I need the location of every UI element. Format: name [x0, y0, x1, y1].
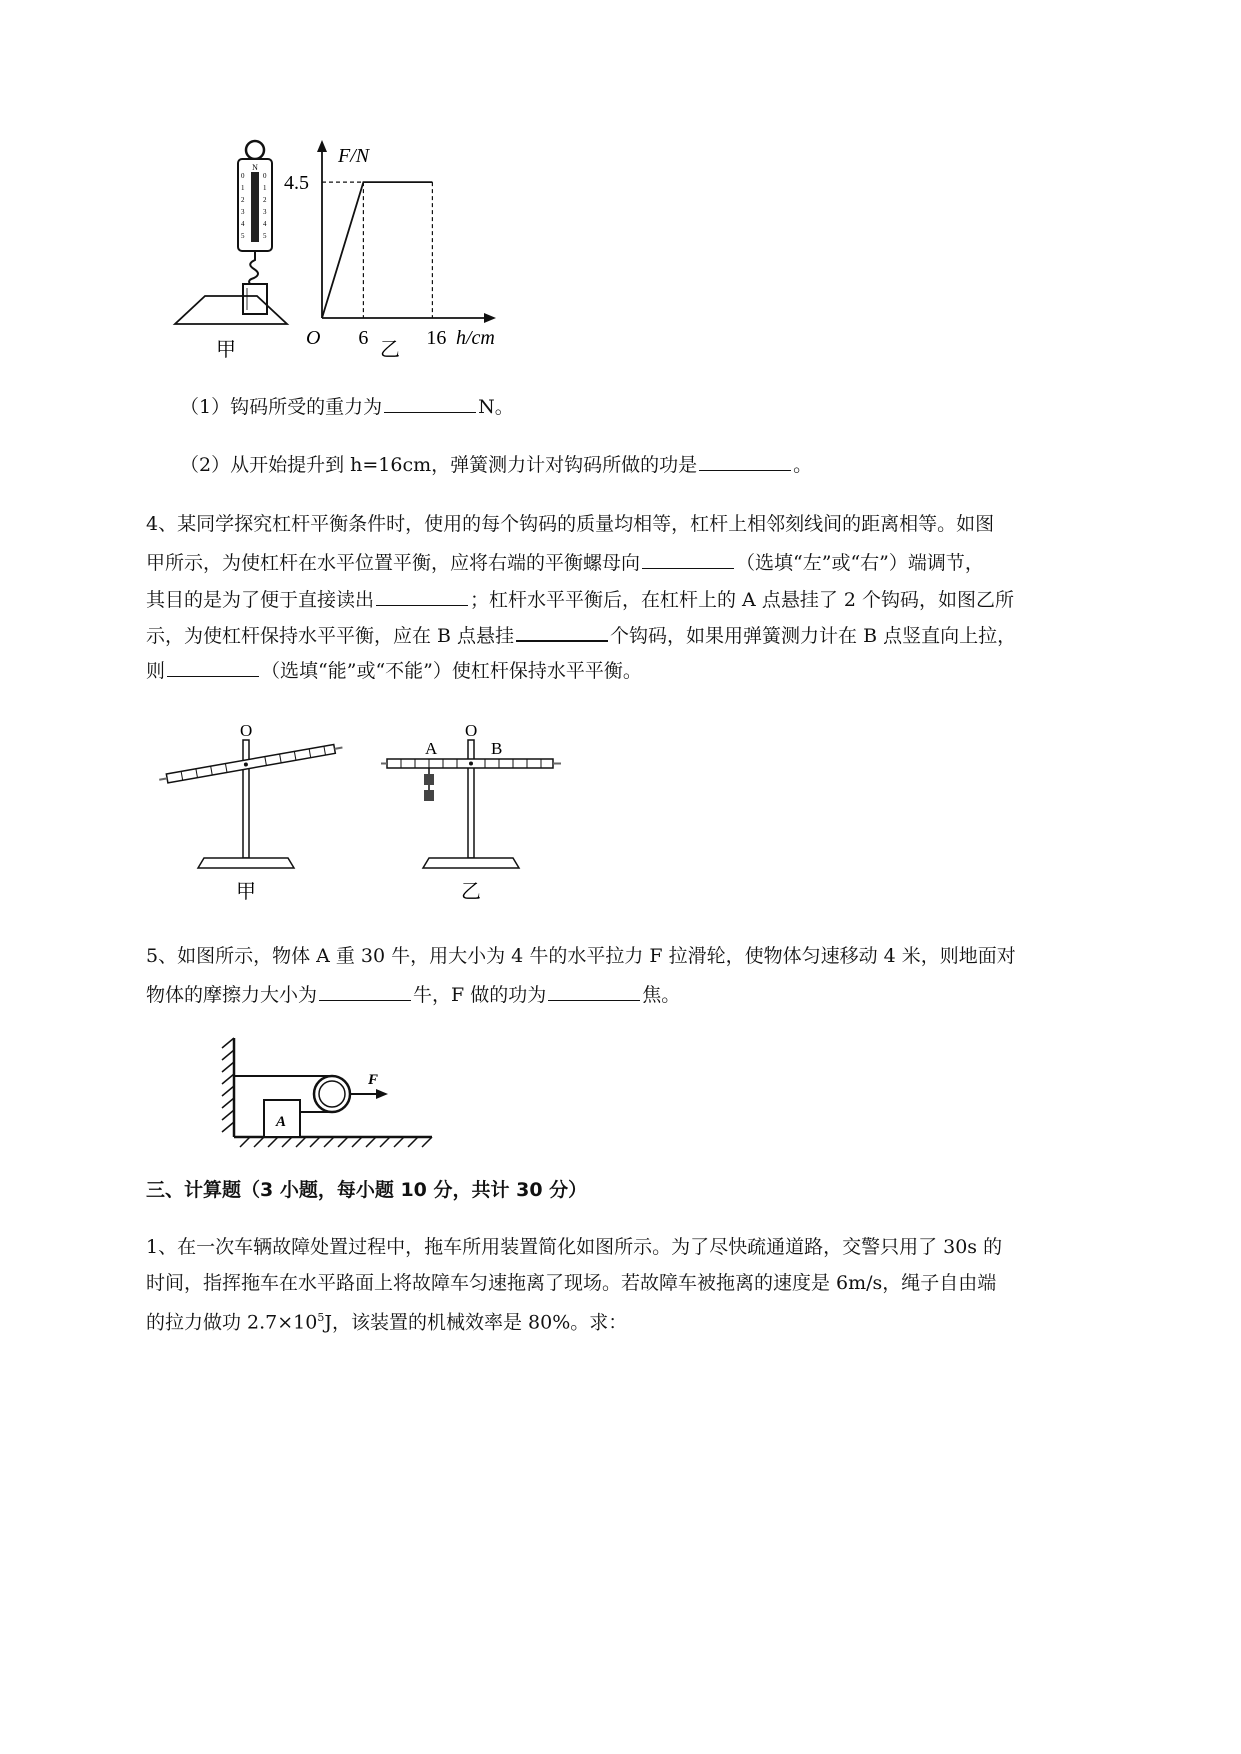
y-tick-label: 4.5 — [284, 172, 309, 195]
q4-blank-direction[interactable] — [642, 548, 734, 569]
q4-blank-count[interactable] — [516, 620, 608, 642]
svg-text:5: 5 — [241, 232, 245, 240]
q5-line1: 5、如图所示，物体 A 重 30 牛，用大小为 4 牛的水平拉力 F 拉滑轮，使物体匀速移动 4 米，则地面对 — [146, 945, 1016, 967]
q4-blank-can[interactable] — [167, 656, 259, 677]
q3-part2: （2）从开始提升到 h=16cm，弹簧测力计对钩码所做的功是 。 — [180, 450, 812, 480]
q3-part1-blank[interactable] — [384, 392, 476, 413]
q4-line4: 示，为使杠杆保持水平平衡，应在 B 点悬挂 个钩码，如果用弹簧测力计在 B 点竖直向上拉， — [146, 620, 1016, 651]
section-heading-calc: 三、计算题（3 小题，每小题 10 分，共计 30 分） — [146, 1179, 588, 1201]
pulley-force-label: F — [368, 1072, 379, 1088]
lever-jia-diagram — [176, 710, 376, 910]
q4-line3: 其目的是为了便于直接读出 ；杠杆水平平衡后，在杠杆上的 A 点悬挂了 2 个钩码，如图乙所 — [146, 585, 1014, 615]
graph-x-axis-label: h/cm — [456, 327, 495, 349]
figure-spring-scale-graph — [150, 128, 570, 418]
svg-text:4: 4 — [263, 220, 267, 228]
lever-label-jia: 甲 — [236, 879, 256, 903]
svg-text:3: 3 — [263, 208, 267, 216]
q5-line2: 物体的摩擦力大小为 牛，F 做的功为 焦。 — [146, 980, 680, 1010]
q5-blank-friction[interactable] — [319, 980, 411, 1001]
hanging-weight — [424, 790, 434, 801]
x-tick-label: 16 — [426, 327, 447, 349]
svg-text:2: 2 — [241, 196, 245, 204]
hanging-weight — [424, 774, 434, 785]
q5-blank-work[interactable] — [548, 980, 640, 1001]
scale-unit-label: N — [252, 163, 258, 172]
q4-blank-read[interactable] — [376, 585, 468, 606]
figure-label-yi: 乙 — [380, 337, 400, 361]
q3-part2-blank[interactable] — [699, 450, 791, 471]
svg-text:1: 1 — [263, 184, 267, 192]
svg-text:1: 1 — [241, 184, 245, 192]
x-tick-label: 6 — [358, 327, 369, 349]
q4-line1: 4、某同学探究杠杆平衡条件时，使用的每个钩码的质量均相等，杠杆上相邻刻线间的距离相等。如图 — [146, 513, 995, 535]
svg-text:0: 0 — [241, 172, 245, 180]
svg-text:4: 4 — [241, 220, 245, 228]
lever-point-b-label: B — [491, 739, 503, 758]
force-arrow-icon — [376, 1089, 388, 1099]
figure-levers — [176, 710, 616, 910]
svg-text:3: 3 — [241, 208, 245, 216]
lever-jia-pivot-label: O — [240, 721, 253, 740]
q-calc1-line1: 1、在一次车辆故障处置过程中，拖车所用装置简化如图所示。为了尽快疏通道路，交警只用了 30s 的 — [146, 1236, 1003, 1258]
svg-text:0: 0 — [263, 172, 267, 180]
force-height-graph — [284, 128, 570, 418]
svg-text:5: 5 — [263, 232, 267, 240]
lever-point-a-label: A — [425, 739, 438, 758]
figure-label-jia: 甲 — [216, 337, 236, 361]
q3-part1: （1）钩码所受的重力为 N。 — [180, 392, 514, 422]
graph-origin: O — [306, 327, 321, 349]
pulley-block-label: A — [276, 1114, 287, 1130]
q4-line5: 则 （选填“能”或“不能”）使杠杆保持水平平衡。 — [146, 656, 642, 686]
q4-line2: 甲所示，为使杠杆在水平位置平衡，应将右端的平衡螺母向 （选填“左”或“右”）端调节， — [146, 548, 984, 578]
pulley-diagram — [220, 1034, 440, 1149]
svg-text:2: 2 — [263, 196, 267, 204]
lever-label-yi: 乙 — [461, 879, 481, 903]
series-line — [322, 182, 432, 318]
q-calc1-line2: 时间，指挥拖车在水平路面上将故障车匀速拖离了现场。若故障车被拖离的速度是 6m/s，绳子自由端 — [146, 1272, 997, 1294]
lever-yi-diagram — [381, 710, 581, 910]
q-calc1-line3: 的拉力做功 $2.7\times 10^5J$，该装置的机械效率是 80%。求： — [146, 1311, 628, 1334]
graph-y-axis-label: F/N — [338, 145, 370, 167]
lever-yi-pivot-label: O — [465, 721, 478, 740]
figure-pulley — [220, 1034, 440, 1149]
